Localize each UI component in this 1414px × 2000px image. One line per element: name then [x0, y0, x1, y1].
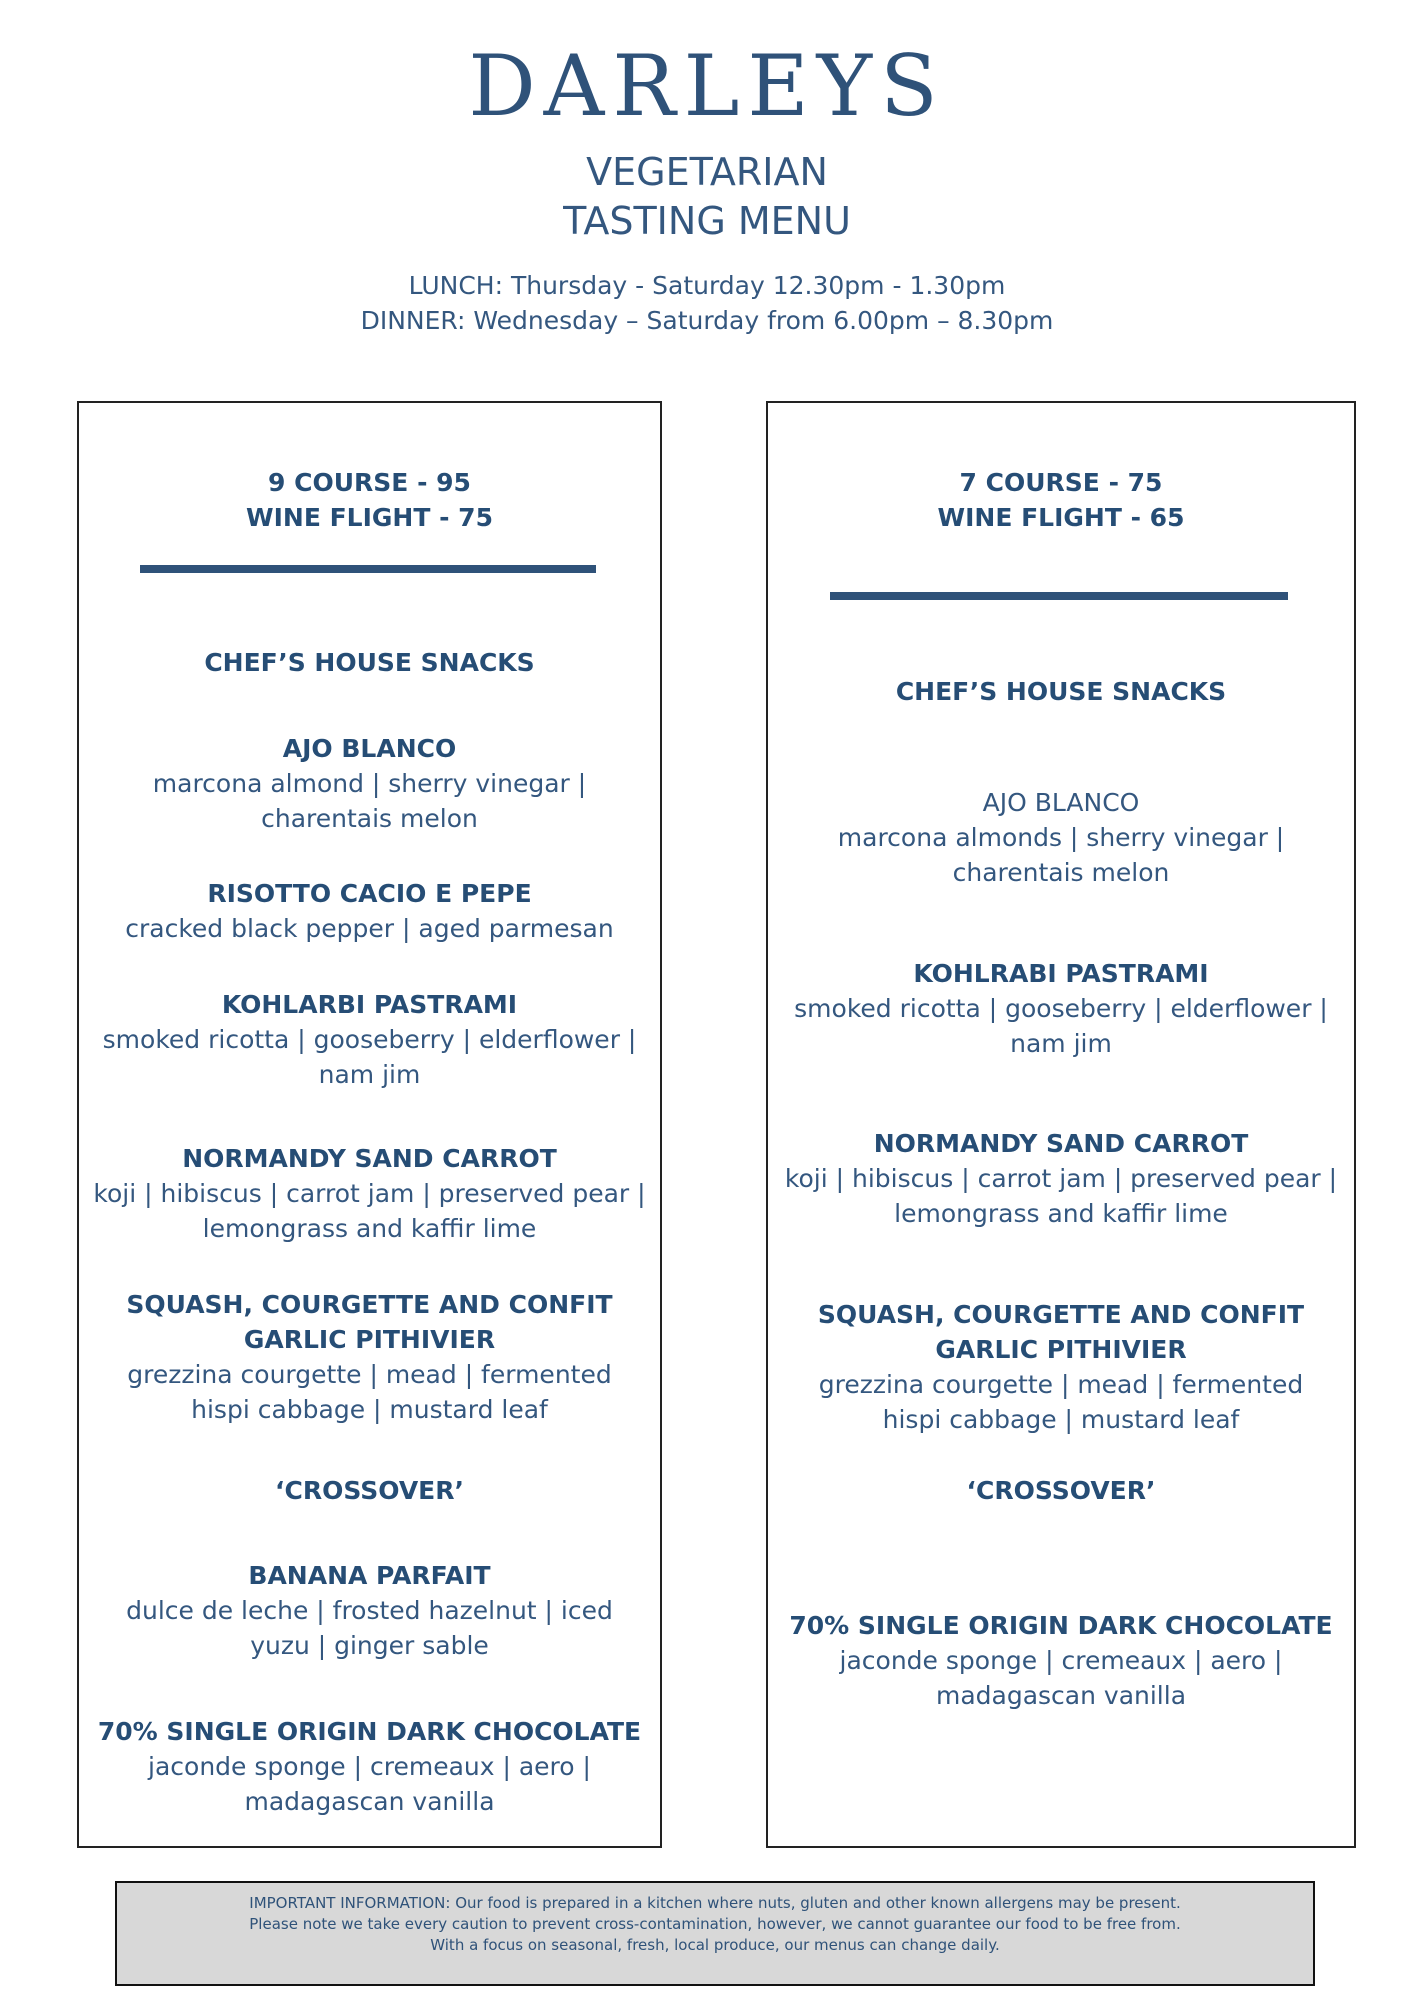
nine-course-menu [77, 401, 662, 1848]
section-divider [830, 592, 1288, 600]
menu-item-description: dulce de leche | frosted hazelnut | iced yuzu | ginger sable [126, 1596, 613, 1660]
menu-item-description: cracked black pepper | aged parmesan [125, 914, 614, 943]
menu-item-description: jaconde sponge | cremeaux | aero | madagascan vanilla [839, 1646, 1283, 1710]
menu-item-description: koji | hibiscus | carrot jam | preserved pear | lemongrass and kaffir lime [784, 1164, 1338, 1228]
menu-item-title: NORMANDY SAND CARROT [182, 1144, 557, 1173]
menu-item-description: smoked ricotta | gooseberry | elderflower | nam jim [794, 994, 1328, 1058]
menu-item-title: 70% SINGLE ORIGIN DARK CHOCOLATE [789, 1611, 1333, 1640]
menu-item-title: CHEF’S HOUSE SNACKS [895, 677, 1227, 706]
section-divider [140, 565, 596, 573]
menu-item-description: grezzina courgette | mead | fermented hispi cabbage | mustard leaf [127, 1360, 612, 1424]
menu-title-line1: VEGETARIAN [586, 150, 828, 194]
menu-item-title: CHEF’S HOUSE SNACKS [204, 648, 535, 677]
menu-item [79, 1714, 660, 1819]
allergen-notice-line1: IMPORTANT INFORMATION: Our food is prepared in a kitchen where nuts, gluten and other known allergens may be present. [249, 1894, 1181, 1912]
menu-item-description: smoked ricotta | gooseberry | elderflower | nam jim [102, 1025, 637, 1089]
allergen-notice-line2: Please note we take every caution to prevent cross-contamination, however, we cannot guarantee our food to be free from. [249, 1915, 1181, 1933]
menu-item [79, 1473, 660, 1508]
menu-item [79, 731, 660, 836]
menu-title-line2: TASTING MENU [563, 199, 851, 243]
nine-course-heading [79, 465, 660, 535]
menu-item [79, 645, 660, 680]
menu-item-title: ‘CROSSOVER’ [275, 1476, 464, 1505]
menu-item [768, 1473, 1354, 1508]
restaurant-name: DARLEYS [468, 37, 946, 135]
menu-item [768, 1608, 1354, 1713]
menu-item-title: SQUASH, COURGETTE AND CONFIT GARLIC PITHIVIER [126, 1290, 613, 1354]
menu-item-description: marcona almonds | sherry vinegar | charentais melon [837, 823, 1285, 887]
seven-course-price: 7 COURSE - 75 [959, 468, 1163, 497]
menu-item-title: NORMANDY SAND CARROT [873, 1129, 1249, 1158]
menu-item-title: AJO BLANCO [282, 734, 457, 763]
dinner-hours: DINNER: Wednesday – Saturday from 6.00pm – 8.30pm [360, 306, 1054, 335]
menu-item [768, 1126, 1354, 1231]
menu-item [768, 674, 1354, 709]
menu-item-title: 70% SINGLE ORIGIN DARK CHOCOLATE [97, 1717, 642, 1746]
seven-course-wine-flight: WINE FLIGHT - 65 [937, 503, 1185, 532]
menu-item-description: grezzina courgette | mead | fermented hispi cabbage | mustard leaf [818, 1370, 1304, 1434]
menu-item-title: AJO BLANCO [982, 788, 1140, 817]
menu-item [79, 1141, 660, 1246]
menu-item-title: BANANA PARFAIT [248, 1561, 491, 1590]
menu-item [79, 876, 660, 946]
seven-course-menu [766, 401, 1356, 1848]
seven-course-heading [768, 465, 1354, 535]
allergen-notice [115, 1881, 1315, 1986]
opening-hours [0, 268, 1414, 338]
nine-course-wine-flight: WINE FLIGHT - 75 [246, 503, 493, 532]
menu-item [79, 1558, 660, 1663]
menu-item-title: ‘CROSSOVER’ [966, 1476, 1156, 1505]
menu-item [79, 987, 660, 1092]
menu-item-title: KOHLARBI PASTRAMI [221, 990, 518, 1019]
menu-item-title: SQUASH, COURGETTE AND CONFIT GARLIC PITHIVIER [817, 1300, 1305, 1364]
allergen-notice-line3: With a focus on seasonal, fresh, local produce, our menus can change daily. [430, 1936, 1000, 1954]
menu-item-title: RISOTTO CACIO E PEPE [207, 879, 532, 908]
menu-item [768, 785, 1354, 890]
menu-item-description: marcona almond | sherry vinegar | charentais melon [152, 769, 587, 833]
menu-item-description: koji | hibiscus | carrot jam | preserved pear | lemongrass and kaffir lime [93, 1179, 646, 1243]
nine-course-price: 9 COURSE - 95 [268, 468, 471, 497]
menu-title [0, 148, 1414, 246]
menu-item [768, 1297, 1354, 1437]
menu-item-title: KOHLRABI PASTRAMI [913, 959, 1209, 988]
lunch-hours: LUNCH: Thursday - Saturday 12.30pm - 1.30pm [408, 271, 1006, 300]
menu-item [768, 956, 1354, 1061]
menu-item [79, 1287, 660, 1427]
menu-item-description: jaconde sponge | cremeaux | aero | madagascan vanilla [148, 1752, 591, 1816]
